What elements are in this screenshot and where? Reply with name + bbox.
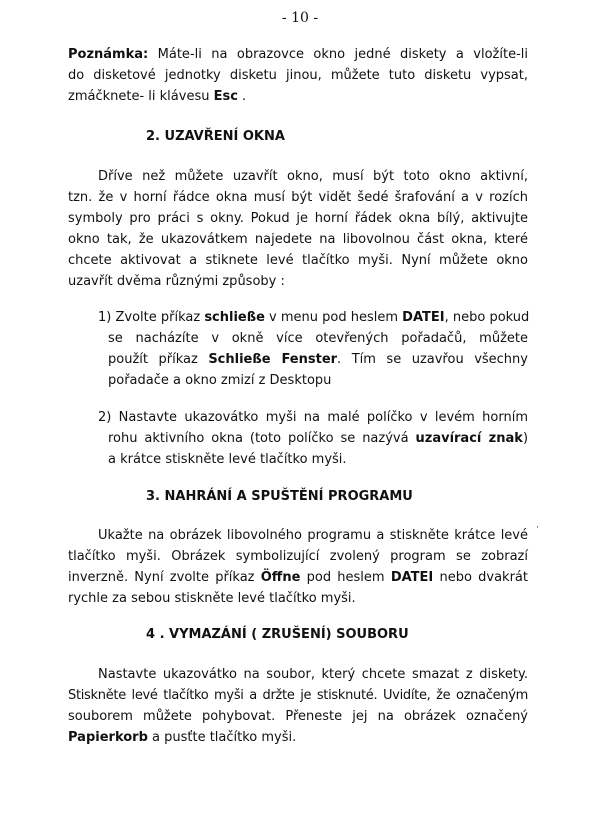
section-4-heading: 4 . VYMAZÁNÍ ( ZRUŠENÍ) SOUBORU [146,627,409,642]
item-1-text-3c: . Tím se uzavřou všechny [337,352,528,367]
item-1-line-2: se nacházíte v okně více otevřených pořadačů, můžete [108,331,528,346]
note-line-1 [68,46,528,64]
esc-key: Esc [213,89,238,104]
note-label: Poznámka: [68,47,149,62]
papierkorb-term: Papierkorb [68,730,148,745]
section-3-line-3 [68,569,528,587]
section-2-line-6: uzavřít dvěma různými způsoby : [68,274,285,289]
close-box-term: uzavírací znak [415,431,523,446]
section-3-text-3c: pod heslem [300,570,391,585]
item-1-line-1 [98,309,528,327]
section-2-line-3: symboly pro práci s okny. Pokud je horní řádek okna bílý, aktivujte [68,211,528,226]
section-2-line-1: Dříve než můžete uzavřít okno, musí být toto okno aktivní, [98,169,528,184]
cmd-offne: Öffne [260,570,301,585]
item-2-text-c: ) [522,431,529,446]
section-3-text-3e: nebo dvakrát [433,570,528,585]
section-3-line-2: tlačítko myši. Obrázek symbolizující zvolený program se zobrazí [68,549,528,564]
section-4-line-2: Stiskněte levé tlačítko myši a držte je stisknuté. Uvidíte, že označeným [68,688,528,703]
note-text-3: zmáčknete- li klávesu [68,89,214,104]
section-2-line-4: okno tak, že ukazovátkem najedete na libovolnou část okna, které [68,232,528,247]
item-1-text-a: 1) Zvolte příkaz [98,310,205,325]
item-1-text-3a: použít příkaz [108,352,209,367]
item-2-text-a: rohu aktivního okna (toto políčko se nazývá [108,431,416,446]
menu-datei-2: DATEI [390,570,434,585]
section-3-heading: 3. NAHRÁNÍ A SPUŠTĚNÍ PROGRAMU [146,489,413,504]
item-2-line-2 [108,430,528,448]
section-4-line-4 [68,729,296,747]
note-text-3-end: . [237,89,247,104]
item-2-line-1: 2) Nastavte ukazovátko myši na malé políčko v levém horním [98,410,528,425]
section-3-line-1: Ukažte na obrázek libovolného programu a stiskněte krátce levé [98,528,528,543]
section-2-line-5: chcete aktivovat a stiknete levé tlačítko myši. Nyní můžete okno [68,253,528,268]
page-number: - 10 - [281,10,319,26]
note-line-2: do disketové jednotky disketu jinou, můžete tuto disketu vypsat, [68,68,528,83]
section-4-line-1: Nastavte ukazovátko na soubor, který chcete smazat z diskety. [98,667,528,682]
cmd-schliesse-fenster: Schließe Fenster [208,352,338,367]
item-1-text-e: , nebo pokud [444,310,530,325]
item-1-line-4: pořadače a okno zmizí z Desktopu [108,373,332,388]
cmd-schliesse: schließe [204,310,265,325]
item-2-line-3: a krátce stiskněte levé tlačítko myši. [108,452,347,467]
section-2-heading: 2. UZAVŘENÍ OKNA [146,129,285,144]
menu-datei: DATEI [402,310,445,325]
section-4-text-4b: a pusťte tlačítko myši. [147,730,297,745]
stray-mark: · [536,523,539,533]
section-2-line-2: tzn. že v horní řádce okna musí být vidět šedé šrafování a v rozích [68,190,528,205]
item-1-text-c: v menu pod heslem [264,310,403,325]
note-text-1: Máte-li na obrazovce okno jedné diskety a vložíte-li [157,47,528,62]
item-1-line-3 [108,351,528,369]
section-3-text-3a: inverzně. Nyní zvolte příkaz [68,570,261,585]
section-4-line-3: souborem můžete pohybovat. Přeneste jej na obrázek označený [68,709,528,724]
section-3-line-4: rychle za sebou stiskněte levé tlačítko myši. [68,591,356,606]
note-line-3 [68,88,246,106]
